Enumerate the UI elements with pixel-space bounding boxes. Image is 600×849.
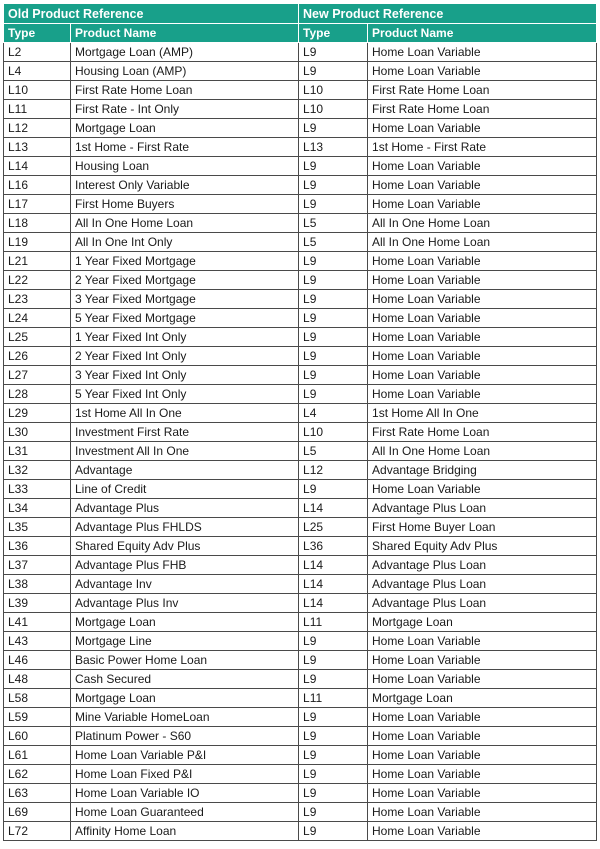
table-row xyxy=(4,442,597,461)
new-product-name-cell: Home Loan Variable xyxy=(368,62,597,81)
old-type-cell: L17 xyxy=(4,195,71,214)
old-product-name-cell: Mortgage Loan xyxy=(71,119,299,138)
old-type-cell: L37 xyxy=(4,556,71,575)
old-type-cell: L25 xyxy=(4,328,71,347)
old-product-name-cell: Affinity Home Loan xyxy=(71,822,299,841)
table-header xyxy=(4,4,597,43)
new-product-name-cell: Mortgage Loan xyxy=(368,613,597,632)
new-type-cell: L9 xyxy=(299,670,368,689)
new-product-name-cell: Home Loan Variable xyxy=(368,708,597,727)
old-type-cell: L12 xyxy=(4,119,71,138)
old-product-name-cell: First Home Buyers xyxy=(71,195,299,214)
table-row xyxy=(4,328,597,347)
new-product-name-cell: All In One Home Loan xyxy=(368,442,597,461)
table-row xyxy=(4,62,597,81)
table-row xyxy=(4,708,597,727)
table-row xyxy=(4,138,597,157)
old-product-name-cell: 5 Year Fixed Int Only xyxy=(71,385,299,404)
new-product-name-cell: Home Loan Variable xyxy=(368,784,597,803)
old-type-cell: L63 xyxy=(4,784,71,803)
new-type-cell: L5 xyxy=(299,442,368,461)
table-row xyxy=(4,613,597,632)
old-product-name-cell: Mortgage Loan xyxy=(71,689,299,708)
old-type-cell: L38 xyxy=(4,575,71,594)
old-product-reference-heading: Old Product Reference xyxy=(4,4,299,24)
table-row xyxy=(4,651,597,670)
new-product-name-cell: Home Loan Variable xyxy=(368,670,597,689)
new-product-name-header: Product Name xyxy=(368,24,597,43)
old-product-name-cell: 3 Year Fixed Mortgage xyxy=(71,290,299,309)
new-type-cell: L9 xyxy=(299,271,368,290)
old-type-cell: L16 xyxy=(4,176,71,195)
new-type-cell: L9 xyxy=(299,309,368,328)
new-type-cell: L9 xyxy=(299,727,368,746)
table-row xyxy=(4,157,597,176)
old-type-cell: L48 xyxy=(4,670,71,689)
table-row xyxy=(4,214,597,233)
old-type-cell: L62 xyxy=(4,765,71,784)
new-type-cell: L9 xyxy=(299,43,368,62)
old-type-cell: L36 xyxy=(4,537,71,556)
new-type-cell: L9 xyxy=(299,252,368,271)
new-product-name-cell: Home Loan Variable xyxy=(368,765,597,784)
old-product-name-cell: Mine Variable HomeLoan xyxy=(71,708,299,727)
old-type-cell: L39 xyxy=(4,594,71,613)
old-type-cell: L28 xyxy=(4,385,71,404)
old-type-cell: L18 xyxy=(4,214,71,233)
table-row xyxy=(4,423,597,442)
new-product-name-cell: All In One Home Loan xyxy=(368,214,597,233)
new-product-name-cell: 1st Home All In One xyxy=(368,404,597,423)
table-row xyxy=(4,765,597,784)
old-type-cell: L60 xyxy=(4,727,71,746)
new-product-name-cell: First Rate Home Loan xyxy=(368,100,597,119)
old-product-name-cell: Advantage Plus Inv xyxy=(71,594,299,613)
new-type-cell: L9 xyxy=(299,347,368,366)
table-row xyxy=(4,518,597,537)
old-type-cell: L32 xyxy=(4,461,71,480)
new-type-cell: L9 xyxy=(299,803,368,822)
table-row xyxy=(4,81,597,100)
new-type-header: Type xyxy=(299,24,368,43)
table-row xyxy=(4,43,597,62)
old-product-name-cell: Advantage Plus FHB xyxy=(71,556,299,575)
new-type-cell: L13 xyxy=(299,138,368,157)
new-product-name-cell: Home Loan Variable xyxy=(368,651,597,670)
new-product-name-cell: Home Loan Variable xyxy=(368,727,597,746)
group-header-row xyxy=(4,4,597,24)
old-product-name-cell: Advantage Inv xyxy=(71,575,299,594)
new-product-name-cell: Home Loan Variable xyxy=(368,195,597,214)
old-type-cell: L31 xyxy=(4,442,71,461)
new-product-name-cell: All In One Home Loan xyxy=(368,233,597,252)
new-product-name-cell: Home Loan Variable xyxy=(368,271,597,290)
old-product-name-cell: Investment All In One xyxy=(71,442,299,461)
old-product-name-cell: First Rate - Int Only xyxy=(71,100,299,119)
new-product-name-cell: Home Loan Variable xyxy=(368,328,597,347)
new-type-cell: L11 xyxy=(299,613,368,632)
old-product-name-cell: Line of Credit xyxy=(71,480,299,499)
old-product-name-cell: Home Loan Guaranteed xyxy=(71,803,299,822)
old-product-name-cell: Mortgage Loan xyxy=(71,613,299,632)
table-row xyxy=(4,461,597,480)
new-type-cell: L10 xyxy=(299,81,368,100)
old-type-cell: L10 xyxy=(4,81,71,100)
old-type-cell: L30 xyxy=(4,423,71,442)
old-product-name-cell: Mortgage Loan (AMP) xyxy=(71,43,299,62)
old-product-name-cell: Interest Only Variable xyxy=(71,176,299,195)
new-product-name-cell: Advantage Plus Loan xyxy=(368,556,597,575)
old-product-name-cell: Cash Secured xyxy=(71,670,299,689)
new-type-cell: L9 xyxy=(299,119,368,138)
new-type-cell: L9 xyxy=(299,385,368,404)
table-row xyxy=(4,404,597,423)
new-type-cell: L10 xyxy=(299,423,368,442)
new-product-name-cell: Advantage Bridging xyxy=(368,461,597,480)
old-product-name-cell: 1 Year Fixed Mortgage xyxy=(71,252,299,271)
old-type-cell: L34 xyxy=(4,499,71,518)
new-type-cell: L9 xyxy=(299,651,368,670)
table-row xyxy=(4,746,597,765)
table-row xyxy=(4,176,597,195)
product-reference-table-wrapper xyxy=(3,3,596,841)
old-type-cell: L72 xyxy=(4,822,71,841)
table-row xyxy=(4,556,597,575)
old-type-cell: L59 xyxy=(4,708,71,727)
new-type-cell: L9 xyxy=(299,195,368,214)
new-product-name-cell: Home Loan Variable xyxy=(368,252,597,271)
old-product-name-cell: Advantage Plus FHLDS xyxy=(71,518,299,537)
old-product-name-cell: Advantage Plus xyxy=(71,499,299,518)
new-type-cell: L9 xyxy=(299,632,368,651)
table-body xyxy=(4,43,597,841)
old-product-name-cell: Mortgage Line xyxy=(71,632,299,651)
old-type-cell: L27 xyxy=(4,366,71,385)
table-row xyxy=(4,252,597,271)
new-product-name-cell: Home Loan Variable xyxy=(368,347,597,366)
old-type-cell: L69 xyxy=(4,803,71,822)
table-row xyxy=(4,119,597,138)
new-type-cell: L12 xyxy=(299,461,368,480)
table-row xyxy=(4,100,597,119)
new-type-cell: L10 xyxy=(299,100,368,119)
new-product-name-cell: First Rate Home Loan xyxy=(368,81,597,100)
old-type-cell: L58 xyxy=(4,689,71,708)
old-type-cell: L29 xyxy=(4,404,71,423)
table-row xyxy=(4,689,597,708)
old-type-cell: L24 xyxy=(4,309,71,328)
table-row xyxy=(4,784,597,803)
table-row xyxy=(4,575,597,594)
old-type-header: Type xyxy=(4,24,71,43)
old-type-cell: L43 xyxy=(4,632,71,651)
old-product-name-cell: Home Loan Fixed P&I xyxy=(71,765,299,784)
new-type-cell: L9 xyxy=(299,480,368,499)
old-type-cell: L14 xyxy=(4,157,71,176)
new-type-cell: L36 xyxy=(299,537,368,556)
table-row xyxy=(4,632,597,651)
new-product-name-cell: Home Loan Variable xyxy=(368,385,597,404)
new-type-cell: L11 xyxy=(299,689,368,708)
table-row xyxy=(4,290,597,309)
old-product-name-cell: Basic Power Home Loan xyxy=(71,651,299,670)
product-reference-table xyxy=(3,3,597,841)
new-product-name-cell: Home Loan Variable xyxy=(368,176,597,195)
old-product-name-cell: 1st Home - First Rate xyxy=(71,138,299,157)
old-product-name-cell: Housing Loan xyxy=(71,157,299,176)
old-product-name-cell: Investment First Rate xyxy=(71,423,299,442)
new-type-cell: L9 xyxy=(299,157,368,176)
old-product-name-cell: Home Loan Variable P&I xyxy=(71,746,299,765)
old-type-cell: L22 xyxy=(4,271,71,290)
old-product-name-cell: All In One Home Loan xyxy=(71,214,299,233)
new-product-name-cell: Home Loan Variable xyxy=(368,119,597,138)
new-product-name-cell: First Home Buyer Loan xyxy=(368,518,597,537)
old-product-name-cell: 1 Year Fixed Int Only xyxy=(71,328,299,347)
table-row xyxy=(4,727,597,746)
new-type-cell: L14 xyxy=(299,575,368,594)
table-row xyxy=(4,309,597,328)
table-row xyxy=(4,195,597,214)
new-type-cell: L9 xyxy=(299,708,368,727)
old-product-name-cell: Platinum Power - S60 xyxy=(71,727,299,746)
new-type-cell: L9 xyxy=(299,62,368,81)
new-type-cell: L9 xyxy=(299,176,368,195)
new-type-cell: L4 xyxy=(299,404,368,423)
old-product-name-cell: 5 Year Fixed Mortgage xyxy=(71,309,299,328)
table-row xyxy=(4,385,597,404)
old-type-cell: L2 xyxy=(4,43,71,62)
new-product-name-cell: Advantage Plus Loan xyxy=(368,575,597,594)
old-product-name-cell: 1st Home All In One xyxy=(71,404,299,423)
old-product-name-cell: First Rate Home Loan xyxy=(71,81,299,100)
new-product-name-cell: Advantage Plus Loan xyxy=(368,499,597,518)
table-row xyxy=(4,499,597,518)
table-row xyxy=(4,803,597,822)
new-type-cell: L9 xyxy=(299,765,368,784)
column-header-row xyxy=(4,24,597,43)
new-product-name-cell: Home Loan Variable xyxy=(368,746,597,765)
table-row xyxy=(4,537,597,556)
new-type-cell: L9 xyxy=(299,822,368,841)
table-row xyxy=(4,670,597,689)
old-type-cell: L13 xyxy=(4,138,71,157)
new-type-cell: L9 xyxy=(299,290,368,309)
old-type-cell: L61 xyxy=(4,746,71,765)
new-type-cell: L5 xyxy=(299,233,368,252)
new-product-name-cell: Home Loan Variable xyxy=(368,632,597,651)
table-row xyxy=(4,594,597,613)
old-product-name-cell: 2 Year Fixed Mortgage xyxy=(71,271,299,290)
new-product-name-cell: Mortgage Loan xyxy=(368,689,597,708)
old-product-name-cell: Home Loan Variable IO xyxy=(71,784,299,803)
new-product-name-cell: Home Loan Variable xyxy=(368,480,597,499)
old-type-cell: L33 xyxy=(4,480,71,499)
old-product-name-cell: Housing Loan (AMP) xyxy=(71,62,299,81)
old-type-cell: L26 xyxy=(4,347,71,366)
new-product-name-cell: Home Loan Variable xyxy=(368,309,597,328)
old-type-cell: L4 xyxy=(4,62,71,81)
old-type-cell: L11 xyxy=(4,100,71,119)
new-product-name-cell: First Rate Home Loan xyxy=(368,423,597,442)
table-row xyxy=(4,822,597,841)
old-product-name-cell: Shared Equity Adv Plus xyxy=(71,537,299,556)
old-type-cell: L23 xyxy=(4,290,71,309)
old-type-cell: L35 xyxy=(4,518,71,537)
old-type-cell: L21 xyxy=(4,252,71,271)
old-type-cell: L19 xyxy=(4,233,71,252)
old-product-name-cell: All In One Int Only xyxy=(71,233,299,252)
new-product-name-cell: Home Loan Variable xyxy=(368,157,597,176)
new-type-cell: L9 xyxy=(299,366,368,385)
new-product-name-cell: Home Loan Variable xyxy=(368,366,597,385)
new-type-cell: L25 xyxy=(299,518,368,537)
new-type-cell: L9 xyxy=(299,328,368,347)
old-product-name-cell: 2 Year Fixed Int Only xyxy=(71,347,299,366)
table-row xyxy=(4,480,597,499)
table-row xyxy=(4,366,597,385)
new-product-name-cell: Shared Equity Adv Plus xyxy=(368,537,597,556)
table-row xyxy=(4,233,597,252)
new-product-reference-heading: New Product Reference xyxy=(299,4,597,24)
new-product-name-cell: Home Loan Variable xyxy=(368,822,597,841)
old-type-cell: L46 xyxy=(4,651,71,670)
new-product-name-cell: Home Loan Variable xyxy=(368,290,597,309)
old-product-name-header: Product Name xyxy=(71,24,299,43)
old-product-name-cell: Advantage xyxy=(71,461,299,480)
new-product-name-cell: 1st Home - First Rate xyxy=(368,138,597,157)
new-product-name-cell: Home Loan Variable xyxy=(368,43,597,62)
new-type-cell: L5 xyxy=(299,214,368,233)
new-type-cell: L9 xyxy=(299,784,368,803)
new-type-cell: L14 xyxy=(299,556,368,575)
table-row xyxy=(4,271,597,290)
new-type-cell: L14 xyxy=(299,499,368,518)
new-product-name-cell: Home Loan Variable xyxy=(368,803,597,822)
table-row xyxy=(4,347,597,366)
new-type-cell: L9 xyxy=(299,746,368,765)
old-type-cell: L41 xyxy=(4,613,71,632)
new-type-cell: L14 xyxy=(299,594,368,613)
old-product-name-cell: 3 Year Fixed Int Only xyxy=(71,366,299,385)
new-product-name-cell: Advantage Plus Loan xyxy=(368,594,597,613)
